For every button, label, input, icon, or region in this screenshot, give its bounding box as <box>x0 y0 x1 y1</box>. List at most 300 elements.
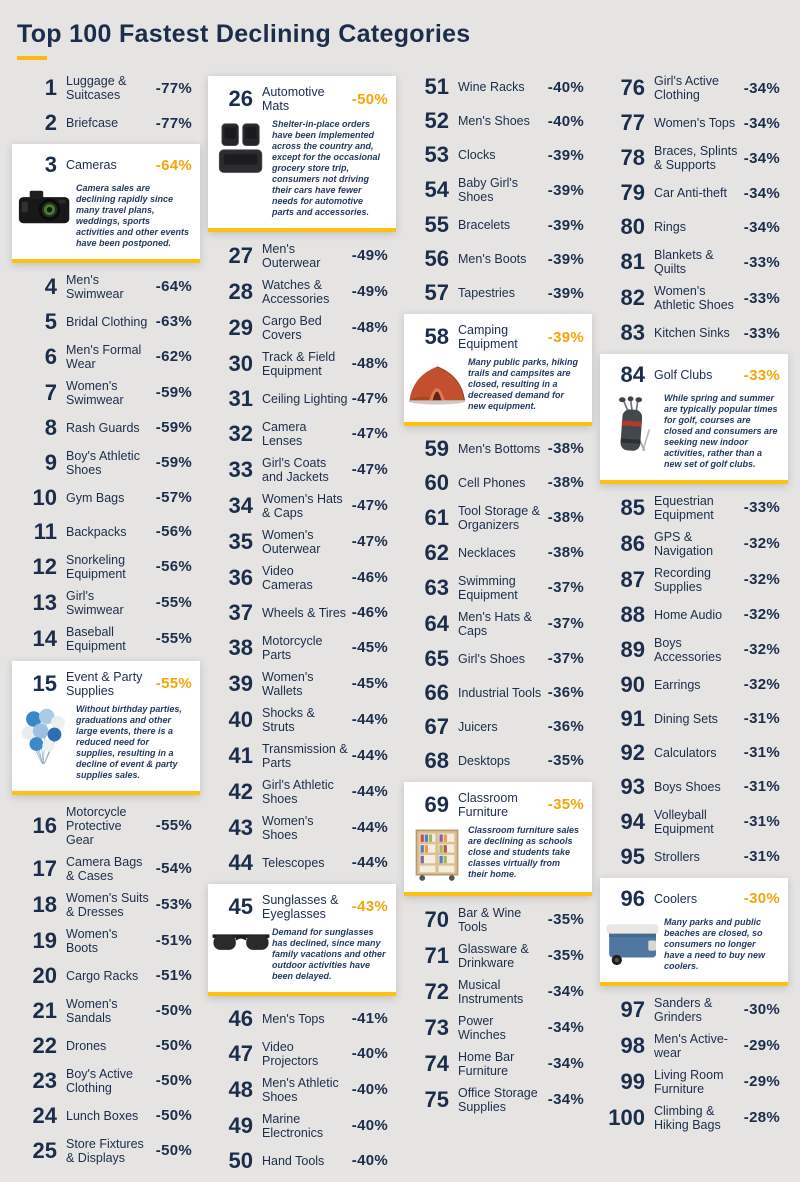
decline-percent: -48% <box>351 319 388 337</box>
category-label: Climbing & Hiking Bags <box>654 1103 721 1132</box>
decline-percent: -34% <box>743 79 780 97</box>
rank-item <box>600 740 788 766</box>
rank-item <box>12 1033 200 1059</box>
decline-percent: -59% <box>155 454 192 472</box>
category-label: Wheels & Tires <box>262 605 347 620</box>
category-label: Men's Formal Wear <box>66 342 142 371</box>
category-label: Clocks <box>458 148 496 162</box>
decline-percent: -30% <box>743 1001 780 1019</box>
rank-item <box>600 144 788 172</box>
category-label: Watches & Accessories <box>262 277 330 306</box>
decline-percent: -40% <box>351 1045 388 1063</box>
decline-percent: -32% <box>743 676 780 694</box>
rank-item <box>404 504 592 532</box>
category-label: Men's Shoes <box>458 114 530 128</box>
rank-number: 37 <box>228 599 253 625</box>
category-label: Women's Boots <box>66 926 118 955</box>
decline-percent: -44% <box>351 747 388 765</box>
card-description: Camera sales are declining rapidly since many travel plans, weddings, sports activities and other events have been postponed. <box>76 183 190 248</box>
category-label: Juicers <box>458 719 498 734</box>
category-label: Camera Lenses <box>262 419 307 448</box>
rank-number: 78 <box>620 145 645 170</box>
category-label: Musical Instruments <box>458 977 524 1006</box>
rank-item <box>208 706 396 734</box>
category-label: Bar & Wine Tools <box>458 905 522 934</box>
decline-percent: -40% <box>351 1081 388 1099</box>
category-label: Store Fixtures & Displays <box>66 1136 144 1165</box>
rank-item <box>404 108 592 134</box>
rank-number: 87 <box>620 566 645 592</box>
decline-percent: -32% <box>743 641 780 659</box>
category-label: Rings <box>654 220 686 234</box>
category-label: Equestrian Equipment <box>654 493 714 522</box>
rank-number: 93 <box>620 773 645 799</box>
rank-item <box>12 379 200 407</box>
rank-number: 74 <box>424 1050 449 1076</box>
rank-number: 82 <box>620 285 645 310</box>
rank-item <box>600 494 788 522</box>
rank-number: 40 <box>228 706 253 732</box>
category-label: Tapestries <box>458 286 515 300</box>
decline-percent: -39% <box>547 216 584 234</box>
decline-percent: -55% <box>155 675 192 693</box>
category-label: Women's Sandals <box>66 996 118 1025</box>
decline-percent: -37% <box>547 579 584 597</box>
rank-number: 30 <box>228 350 253 376</box>
category-label: Girl's Coats and Jackets <box>262 455 329 484</box>
category-label: Men's Tops <box>262 1011 325 1026</box>
rank-item <box>404 176 592 204</box>
card-body <box>12 702 200 781</box>
rank-number: 2 <box>44 110 57 135</box>
decline-percent: -48% <box>351 355 388 373</box>
rank-number: 100 <box>608 1104 645 1130</box>
rank-number: 46 <box>228 1005 253 1031</box>
decline-percent: -34% <box>743 184 780 202</box>
rank-item <box>12 625 200 653</box>
category-label: Recording Supplies <box>654 565 711 594</box>
rank-number: 73 <box>424 1014 449 1040</box>
card-head-row <box>208 85 396 113</box>
rank-number: 61 <box>424 504 449 530</box>
decline-percent: -77% <box>155 114 192 132</box>
card-head-row <box>208 893 396 921</box>
decline-percent: -38% <box>547 509 584 527</box>
decline-percent: -33% <box>743 324 780 342</box>
rank-number: 20 <box>32 962 57 988</box>
category-label: Baseball Equipment <box>66 624 126 653</box>
rank-item <box>600 74 788 102</box>
rank-item <box>208 634 396 662</box>
camera-icon <box>14 183 76 228</box>
category-label: Women's Wallets <box>262 669 314 698</box>
rank-item <box>12 927 200 955</box>
rank-item <box>208 1076 396 1104</box>
rank-item <box>404 574 592 602</box>
category-label: Baby Girl's Shoes <box>458 176 519 204</box>
rank-item <box>404 470 592 496</box>
decline-percent: -64% <box>155 156 192 174</box>
decline-percent: -37% <box>547 615 584 633</box>
rank-item <box>600 284 788 312</box>
category-label: Cell Phones <box>458 475 526 490</box>
card-body <box>208 117 396 218</box>
rank-item <box>600 1032 788 1060</box>
category-label: Sunglasses & Eyeglasses <box>262 892 339 921</box>
title-underline <box>17 56 47 60</box>
rank-number: 13 <box>32 589 57 615</box>
rank-item <box>12 891 200 919</box>
category-label: Wine Racks <box>458 80 525 94</box>
rank-number: 56 <box>424 246 449 271</box>
rank-item <box>208 386 396 412</box>
category-label: Telescopes <box>262 855 325 870</box>
rank-item <box>208 420 396 448</box>
rank-number: 58 <box>424 324 449 349</box>
rank-item <box>600 808 788 836</box>
category-label: Kitchen Sinks <box>654 326 730 340</box>
category-label: Marine Electronics <box>262 1111 324 1140</box>
decline-percent: -34% <box>743 218 780 236</box>
category-label: Men's Boots <box>458 252 527 266</box>
rank-number: 77 <box>620 110 645 135</box>
category-label: Drones <box>66 1038 107 1053</box>
category-label: Snorkeling Equipment <box>66 552 126 581</box>
decline-percent: -37% <box>547 650 584 668</box>
rank-number: 94 <box>620 808 645 834</box>
decline-percent: -34% <box>547 983 584 1001</box>
rank-number: 81 <box>620 249 645 274</box>
category-label: Glassware & Drinkware <box>458 941 529 970</box>
rank-number: 88 <box>620 601 645 627</box>
rank-number: 89 <box>620 636 645 662</box>
rank-item <box>12 963 200 989</box>
category-label: Volleyball Equipment <box>654 807 714 836</box>
decline-percent: -62% <box>155 348 192 366</box>
decline-percent: -39% <box>547 250 584 268</box>
decline-percent: -49% <box>351 247 388 265</box>
decline-percent: -35% <box>547 947 584 965</box>
decline-percent: -51% <box>155 967 192 985</box>
rank-number: 52 <box>424 108 449 133</box>
rank-item <box>404 246 592 272</box>
rank-item <box>404 978 592 1006</box>
card-description: Classroom furniture sales are declining as schools close and students take classes virtually from their home. <box>468 824 580 879</box>
rank-item <box>208 1148 396 1174</box>
rank-number: 6 <box>44 343 57 369</box>
rank-item <box>600 1104 788 1132</box>
decline-percent: -31% <box>743 848 780 866</box>
rank-number: 1 <box>44 75 57 100</box>
decline-percent: -56% <box>155 558 192 576</box>
rank-number: 18 <box>32 891 57 917</box>
decline-percent: -77% <box>155 79 192 97</box>
category-label: Camera Bags & Cases <box>66 854 143 883</box>
decline-percent: -44% <box>351 854 388 872</box>
rank-number: 92 <box>620 739 645 765</box>
category-label: Gym Bags <box>66 490 125 505</box>
rank-number: 60 <box>424 469 449 495</box>
rank-item <box>208 1112 396 1140</box>
rank-number: 19 <box>32 927 57 953</box>
rank-number: 85 <box>620 494 645 520</box>
rank-item <box>12 485 200 511</box>
card-body <box>404 823 592 882</box>
decline-percent: -33% <box>743 366 780 384</box>
decline-percent: -36% <box>547 684 584 702</box>
rank-item <box>12 74 200 102</box>
decline-percent: -29% <box>743 1037 780 1055</box>
rank-item <box>404 680 592 706</box>
category-label: Calculators <box>654 745 717 760</box>
category-label: Girl's Shoes <box>458 651 525 666</box>
rank-item <box>12 273 200 301</box>
decline-percent: -46% <box>351 604 388 622</box>
rank-number: 55 <box>424 212 449 237</box>
rank-item <box>12 855 200 883</box>
decline-percent: -40% <box>351 1117 388 1135</box>
featured-card <box>12 144 200 263</box>
category-label: Men's Athletic Shoes <box>262 1075 339 1104</box>
rank-item <box>12 110 200 136</box>
rank-number: 68 <box>424 747 449 773</box>
rank-number: 34 <box>228 492 253 518</box>
rank-item <box>208 242 396 270</box>
decline-percent: -59% <box>155 419 192 437</box>
car-mats-icon <box>210 119 272 176</box>
decline-percent: -28% <box>743 1109 780 1127</box>
card-head-row <box>600 363 788 387</box>
decline-percent: -44% <box>351 711 388 729</box>
category-label: Classroom Furniture <box>458 790 518 819</box>
category-label: Men's Hats & Caps <box>458 609 532 638</box>
category-label: Girl's Active Clothing <box>654 74 719 102</box>
rank-item <box>404 1050 592 1078</box>
rank-number: 8 <box>44 414 57 440</box>
decline-percent: -55% <box>155 594 192 612</box>
rank-number: 64 <box>424 610 449 636</box>
decline-percent: -45% <box>351 639 388 657</box>
rank-item <box>600 774 788 800</box>
rank-number: 96 <box>620 885 645 911</box>
rank-number: 44 <box>228 849 253 875</box>
card-description: While spring and summer are typically popular times for golf, courses are closed and consumers are seeking new indoor activities, rather than a new set of golf clubs. <box>664 393 778 469</box>
classroom-shelf-icon <box>406 825 468 882</box>
decline-percent: -30% <box>743 890 780 908</box>
decline-percent: -44% <box>351 783 388 801</box>
rank-item <box>208 528 396 556</box>
rank-item <box>12 805 200 847</box>
category-label: Coolers <box>654 891 698 906</box>
decline-percent: -53% <box>155 896 192 914</box>
decline-percent: -54% <box>155 860 192 878</box>
category-label: Shocks & Struts <box>262 705 315 734</box>
rank-number: 11 <box>33 518 57 544</box>
category-label: Men's Swimwear <box>66 272 124 301</box>
featured-card <box>600 878 788 986</box>
rank-item <box>208 1040 396 1068</box>
rank-number: 69 <box>424 791 449 817</box>
rank-item <box>12 519 200 545</box>
decline-percent: -34% <box>547 1091 584 1109</box>
decline-percent: -33% <box>743 499 780 517</box>
rank-number: 66 <box>424 679 449 705</box>
category-label: Strollers <box>654 849 700 864</box>
featured-card <box>600 354 788 484</box>
decline-percent: -47% <box>351 497 388 515</box>
rank-number: 45 <box>228 893 253 919</box>
decline-percent: -39% <box>547 328 584 346</box>
decline-percent: -32% <box>743 571 780 589</box>
rank-number: 53 <box>424 142 449 167</box>
rank-number: 59 <box>424 435 449 461</box>
category-label: Boy's Athletic Shoes <box>66 448 140 477</box>
category-label: Men's Bottoms <box>458 441 541 456</box>
category-label: Boys Accessories <box>654 635 722 664</box>
decline-percent: -55% <box>155 817 192 835</box>
rank-number: 51 <box>424 74 449 99</box>
rank-item <box>12 1103 200 1129</box>
page-title: Top 100 Fastest Declining Categories <box>17 20 471 48</box>
rank-number: 25 <box>32 1137 57 1163</box>
rank-item <box>12 589 200 617</box>
decline-percent: -34% <box>743 149 780 167</box>
rank-number: 35 <box>228 528 253 554</box>
rank-number: 32 <box>228 420 253 446</box>
category-label: Women's Athletic Shoes <box>654 284 734 312</box>
rank-item <box>12 343 200 371</box>
rank-item <box>208 350 396 378</box>
decline-percent: -31% <box>743 813 780 831</box>
card-head-row <box>600 887 788 911</box>
card-head-row <box>404 323 592 351</box>
rank-item <box>404 212 592 238</box>
rank-item <box>12 309 200 335</box>
rank-item <box>600 602 788 628</box>
decline-percent: -31% <box>743 744 780 762</box>
category-label: Living Room Furniture <box>654 1067 724 1096</box>
rank-number: 7 <box>44 379 57 405</box>
rank-item <box>208 456 396 484</box>
decline-percent: -32% <box>743 535 780 553</box>
category-label: Women's Outerwear <box>262 527 321 556</box>
category-label: Women's Swimwear <box>66 378 124 407</box>
category-label: Earrings <box>654 677 701 692</box>
decline-percent: -51% <box>155 932 192 950</box>
rank-number: 36 <box>228 564 253 590</box>
rank-number: 97 <box>620 996 645 1022</box>
featured-card <box>208 76 396 232</box>
ranking-grid <box>0 66 800 1182</box>
rank-number: 65 <box>424 645 449 671</box>
rank-item <box>208 314 396 342</box>
rank-item <box>404 540 592 566</box>
category-label: Boy's Active Clothing <box>66 1066 133 1095</box>
column-1 <box>12 74 200 1173</box>
category-label: Blankets & Quilts <box>654 248 714 276</box>
rank-number: 91 <box>620 705 645 731</box>
category-label: Dining Sets <box>654 711 718 726</box>
category-label: Boys Shoes <box>654 779 721 794</box>
rank-number: 24 <box>32 1102 57 1128</box>
card-description: Without birthday parties, graduations and other large events, there is a reduced need for supplies, resulting in a decline of event & party supplies sales. <box>76 703 182 780</box>
category-label: Power Winches <box>458 1013 506 1042</box>
decline-percent: -43% <box>351 898 388 916</box>
category-label: Video Projectors <box>262 1039 319 1068</box>
rank-number: 22 <box>32 1032 57 1058</box>
decline-percent: -57% <box>155 489 192 507</box>
card-body <box>404 355 592 412</box>
category-label: Transmission & Parts <box>262 741 348 770</box>
rank-item <box>404 280 592 306</box>
rank-number: 48 <box>228 1076 253 1102</box>
decline-percent: -64% <box>155 278 192 296</box>
decline-percent: -36% <box>547 718 584 736</box>
column-3 <box>404 74 592 1122</box>
category-label: Men's Active-wear <box>654 1031 728 1060</box>
rank-number: 99 <box>620 1068 645 1094</box>
rank-item <box>404 906 592 934</box>
category-label: Cargo Bed Covers <box>262 313 322 342</box>
category-label: Tool Storage & Organizers <box>458 503 540 532</box>
rank-item <box>404 1014 592 1042</box>
rank-item <box>600 672 788 698</box>
rank-item <box>600 706 788 732</box>
decline-percent: -39% <box>547 146 584 164</box>
decline-percent: -31% <box>743 710 780 728</box>
card-body <box>208 925 396 982</box>
category-label: Women's Shoes <box>262 813 314 842</box>
decline-percent: -47% <box>351 533 388 551</box>
rank-number: 4 <box>44 273 57 299</box>
rank-number: 75 <box>424 1086 449 1112</box>
rank-item <box>404 142 592 168</box>
rank-number: 39 <box>228 670 253 696</box>
rank-number: 72 <box>424 978 449 1004</box>
category-label: Lunch Boxes <box>66 1108 139 1123</box>
category-label: Women's Hats & Caps <box>262 491 343 520</box>
category-label: Backpacks <box>66 524 127 539</box>
category-label: Swimming Equipment <box>458 573 518 602</box>
rank-item <box>600 320 788 346</box>
rank-item <box>600 180 788 206</box>
decline-percent: -46% <box>351 569 388 587</box>
rank-number: 79 <box>620 180 645 205</box>
rank-item <box>600 996 788 1024</box>
rank-item <box>12 997 200 1025</box>
rank-item <box>208 564 396 592</box>
rank-item <box>600 110 788 136</box>
decline-percent: -63% <box>155 313 192 331</box>
rank-number: 23 <box>32 1067 57 1093</box>
card-description: Shelter-in-place orders have been implemented across the country and, except for the occasional grocery store trip, consumers not driving their cars have fewer needs for automotive parts and accessories. <box>272 119 381 217</box>
rank-item <box>208 278 396 306</box>
decline-percent: -55% <box>155 630 192 648</box>
category-label: Car Anti-theft <box>654 186 727 200</box>
decline-percent: -44% <box>351 819 388 837</box>
card-description: Many public parks, hiking trails and campsites are closed, resulting in a decreased demand for new equipment. <box>468 357 579 411</box>
rank-number: 15 <box>32 670 57 696</box>
category-label: Girl's Swimwear <box>66 588 124 617</box>
rank-number: 62 <box>424 539 449 565</box>
rank-number: 84 <box>620 362 645 387</box>
decline-percent: -50% <box>155 1037 192 1055</box>
category-label: Cargo Racks <box>66 968 139 983</box>
category-label: Home Bar Furniture <box>458 1049 515 1078</box>
rank-number: 41 <box>228 742 253 768</box>
column-4 <box>600 74 788 1140</box>
rank-number: 71 <box>424 942 449 968</box>
